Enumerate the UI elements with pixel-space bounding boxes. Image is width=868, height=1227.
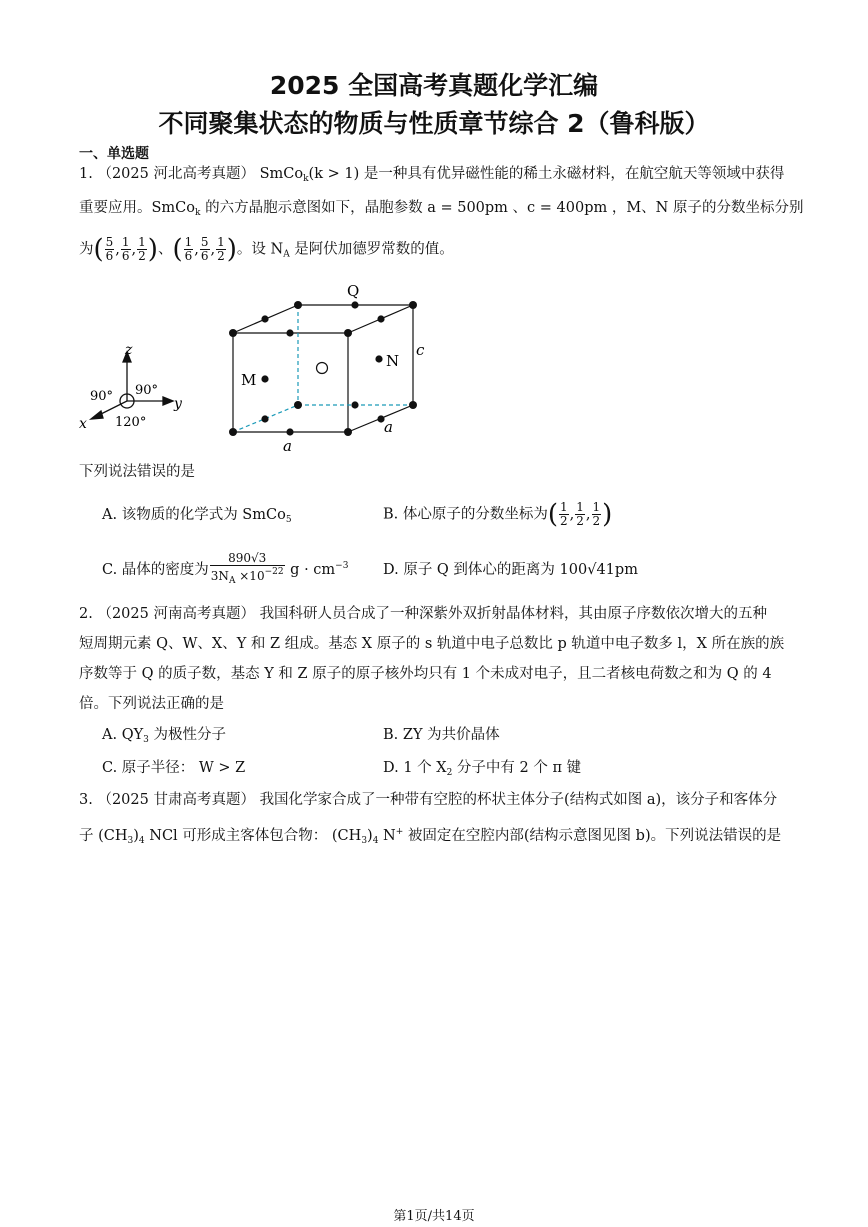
hexagonal-cell-figure <box>75 278 455 458</box>
axis-z-label: z <box>125 342 133 358</box>
q1-line-1: 1. （2025 河北高考真题） SmCo$_k$(k > 1) 是一种具有优异磁性能的稀土永磁材料，在航空航天等领域中获得 <box>79 166 785 184</box>
q3-line-1: 3. （2025 甘肃高考真题） 我国化学家合成了一种带有空腔的杯状主体分子(结构式如图 a)，该分子和客体分 <box>79 792 778 808</box>
atom <box>286 329 293 336</box>
atom <box>377 315 384 322</box>
label-n: N <box>386 352 400 370</box>
q2-line-4: 倍。下列说法正确的是 <box>79 696 224 712</box>
q1-line-2: 重要应用。SmCo$_k$ 的六方晶胞示意图如下，晶胞参数 a = 500pm 、c = 400pm ，M、N 原子的分数坐标分别 <box>79 200 804 218</box>
atom <box>409 301 417 309</box>
q1-prompt: 下列说法错误的是 <box>79 464 195 480</box>
atom <box>344 428 352 436</box>
page-footer: 第1页/共14页 <box>393 1209 475 1224</box>
label-a-bottom: a <box>283 437 292 455</box>
atom <box>294 401 302 409</box>
angle-label-3: 120° <box>115 415 147 430</box>
atom-n <box>375 355 382 362</box>
atom-m <box>261 375 268 382</box>
q1-option-c: C. 晶体的密度为 $\frac{890√3}{3N_A \times 10^{-22}}$ $g \cdot cm^{-3}$ <box>102 551 349 586</box>
angle-label-1: 90° <box>90 389 114 404</box>
label-q: Q <box>347 282 360 300</box>
atom <box>261 415 268 422</box>
page-subtitle: 不同聚集状态的物质与性质章节综合 2（鲁科版） <box>158 109 710 138</box>
q1-option-b: B. 体心原子的分数坐标为( $\frac{1}{2}$ , $\frac{1}{2}$ , $\frac{1}{2}$ ) <box>383 499 613 530</box>
q3-line-2: 子 $(CH_3)_4$ NCl 可形成主客体包合物： $(CH_3)_4$ N+ 被固定在空腔内部(结构示意图见图 b)。下列说法错误的是 <box>79 827 782 846</box>
atom <box>351 401 358 408</box>
atom-q <box>351 301 358 308</box>
q2-option-d: D. 1 个 $X_2$ 分子中有 2 个 π 键 <box>383 760 582 778</box>
q1-option-a: A. 该物质的化学式为 SmCo$_5$ <box>102 507 292 525</box>
atom <box>344 329 352 337</box>
axis-x-label: x <box>79 416 87 432</box>
atom <box>229 428 237 436</box>
q1-option-d: D. 原子 Q 到体心的距离为 100√41pm <box>383 562 638 578</box>
label-a-right: a <box>384 418 393 436</box>
q2-option-c: C. 原子半径： W > Z <box>102 760 246 776</box>
q2-line-1: 2. （2025 河南高考真题） 我国科研人员合成了一种深紫外双折射晶体材料，其由原子序数依次增大的五种 <box>79 606 768 622</box>
atom <box>409 401 417 409</box>
page-title: 2025 全国高考真题化学汇编 <box>269 71 599 100</box>
axes-diagram <box>91 352 173 419</box>
body-center-atom <box>317 363 328 374</box>
q2-option-b: B. ZY 为共价晶体 <box>383 727 500 743</box>
axis-y-label: y <box>174 396 182 412</box>
label-m: M <box>241 371 257 389</box>
angle-label-2: 90° <box>135 383 159 398</box>
atom <box>229 329 237 337</box>
label-c: c <box>416 341 425 359</box>
atom <box>294 301 302 309</box>
q2-line-3: 序数等于 Q 的质子数，基态 Y 和 Z 原子的原子核外均只有 1 个未成对电子，且二者核电荷数之和为 Q 的 4 <box>79 666 772 682</box>
section-label: 一、单选题 <box>79 146 149 162</box>
q1-line-3: 为( $\frac{5}{6}$ , $\frac{1}{6}$ , $\frac{1}{2}$ )、( $\frac{1}{6}$ , $\frac{5}{6}$ , $\frac{1}{2}$ )。设 $N_A$ 是阿伏加德罗常数的值。 <box>79 234 454 265</box>
q2-line-2: 短周期元素 Q、W、X、Y 和 Z 组成。基态 X 原子的 s 轨道中电子总数比 p 轨道中电子数多 l，X 所在族的族 <box>79 636 785 652</box>
atom <box>261 315 268 322</box>
q2-option-a: A. $QY_3$ 为极性分子 <box>102 727 226 745</box>
atom <box>286 428 293 435</box>
